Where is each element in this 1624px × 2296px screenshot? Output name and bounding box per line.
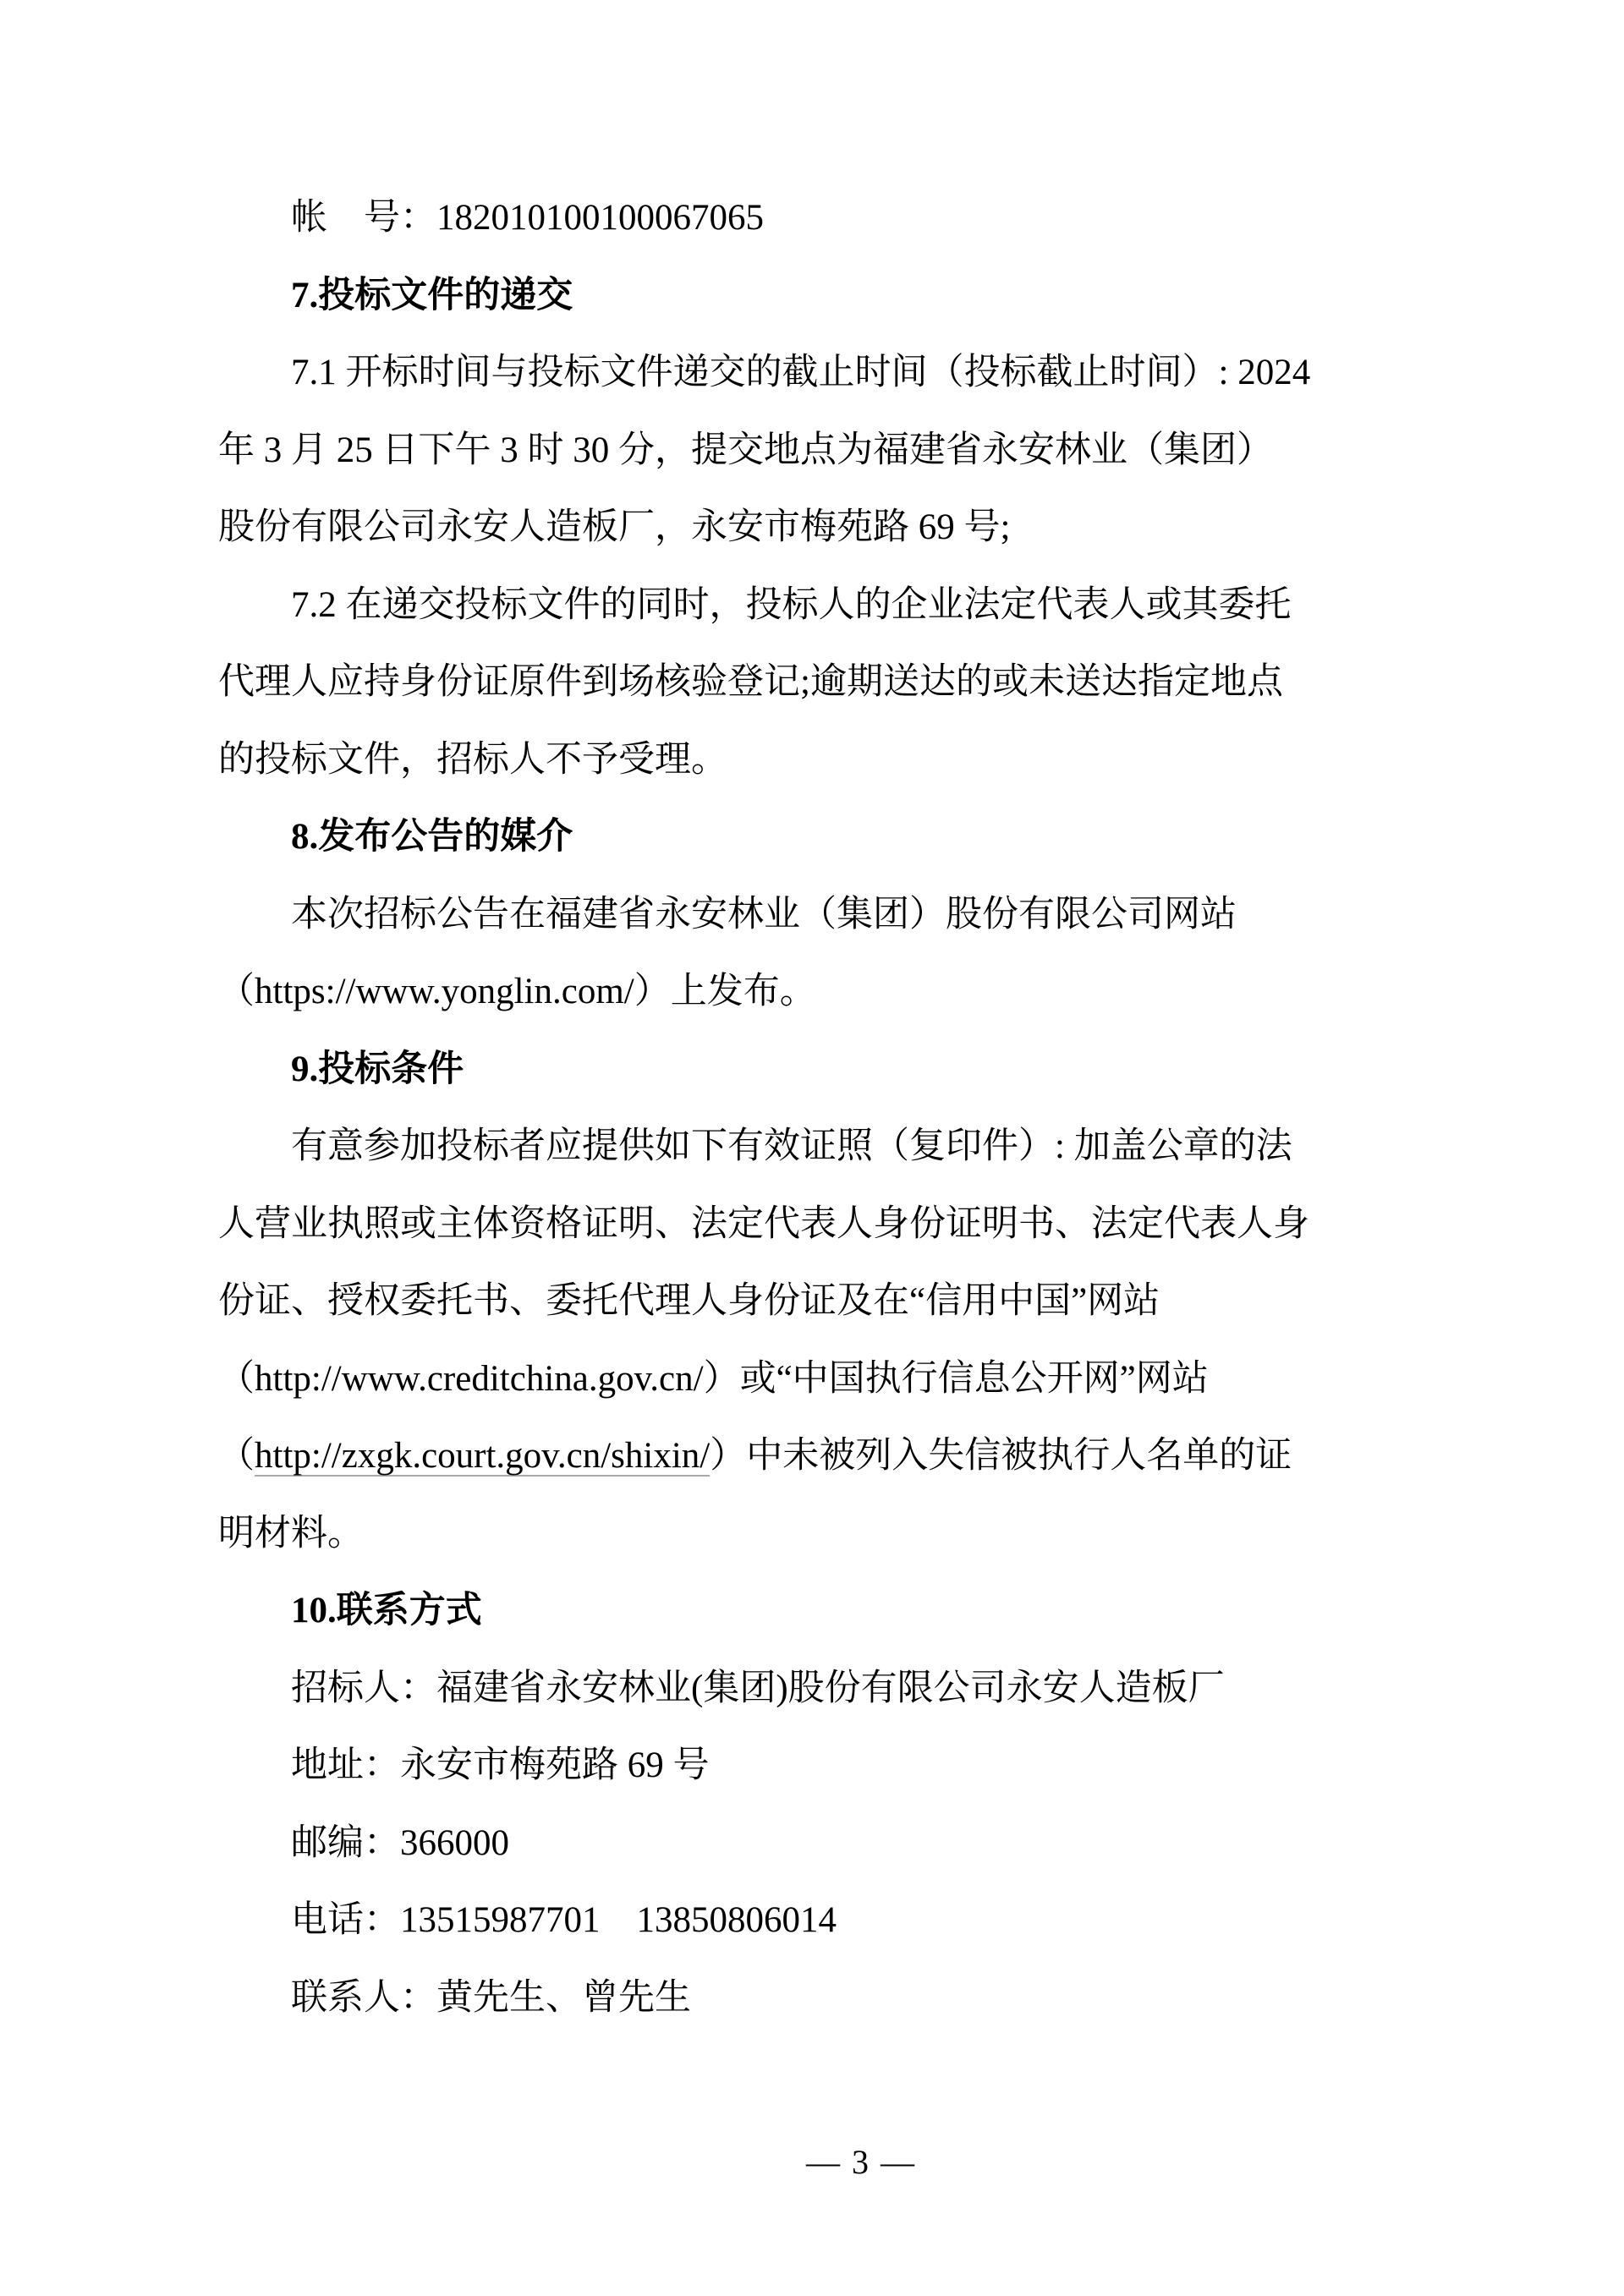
section-9-line-4-creditchina-url: （http://www.creditchina.gov.cn/）或“中国执行信息公开网”网站 bbox=[218, 1358, 1209, 1399]
zxgk-url-text: http://zxgk.court.gov.cn/shixin/ bbox=[255, 1436, 710, 1476]
section-8-line-2-yonglin-url: （https://www.yonglin.com/）上发布。 bbox=[218, 972, 816, 1011]
document-body bbox=[218, 179, 1504, 2036]
contact-person-line: 联系人：黄先生、曾先生 bbox=[291, 1977, 691, 2018]
section-9-line-1: 有意参加投标者应提供如下有效证照（复印件）: 加盖公章的法 bbox=[291, 1126, 1292, 1166]
clause-7-2-line-1: 7.2 在递交投标文件的同时，投标人的企业法定代表人或其委托 bbox=[291, 584, 1292, 625]
section-10-heading: 10.联系方式 bbox=[291, 1591, 482, 1630]
clause-7-2-line-2: 代理人应持身份证原件到场核验登记;逾期送达的或未送达指定地点 bbox=[218, 662, 1283, 702]
contact-address-line: 地址：永安市梅苑路 69 号 bbox=[291, 1745, 710, 1785]
clause-7-1-line-2: 年 3 月 25 日下午 3 时 30 分，提交地点为福建省永安林业（集团） bbox=[218, 430, 1273, 470]
page-number: — 3 — bbox=[806, 2143, 916, 2181]
clause-7-1-line-3: 股份有限公司永安人造板厂，永安市梅苑路 69 号; bbox=[218, 507, 1011, 547]
section-8-heading: 8.发布公告的媒介 bbox=[291, 817, 573, 857]
contact-tenderer-line: 招标人：福建省永安林业(集团)股份有限公司永安人造板厂 bbox=[291, 1668, 1225, 1708]
section-9-line-5-zxgk-url bbox=[218, 1417, 1504, 1495]
contact-phone-line: 电话：13515987701 13850806014 bbox=[291, 1900, 837, 1940]
section-8-line-1: 本次招标公告在福建省永安林业（集团）股份有限公司网站 bbox=[291, 894, 1237, 934]
contact-postcode-line: 邮编：366000 bbox=[291, 1822, 509, 1863]
section-9-line-6: 明材料。 bbox=[218, 1513, 364, 1553]
section-9-line-2: 人营业执照或主体资格证明、法定代表人身份证明书、法定代表人身 bbox=[218, 1203, 1309, 1244]
section-7-heading: 7.投标文件的递交 bbox=[291, 275, 573, 315]
clause-7-1-line-1: 7.1 开标时间与投标文件递交的截止时间（投标截止时间）: 2024 bbox=[291, 353, 1311, 392]
account-number-line: 帐 号：182010100100067065 bbox=[291, 198, 764, 238]
section-9-heading: 9.投标条件 bbox=[291, 1049, 464, 1089]
section-9-line-3: 份证、授权委托书、委托代理人身份证及在“信用中国”网站 bbox=[218, 1281, 1160, 1321]
paren-open: （ bbox=[218, 1436, 255, 1476]
line-remainder: ）中未被列入失信被执行人名单的证 bbox=[710, 1436, 1292, 1476]
clause-7-2-line-3: 的投标文件，招标人不予受理。 bbox=[218, 739, 727, 780]
